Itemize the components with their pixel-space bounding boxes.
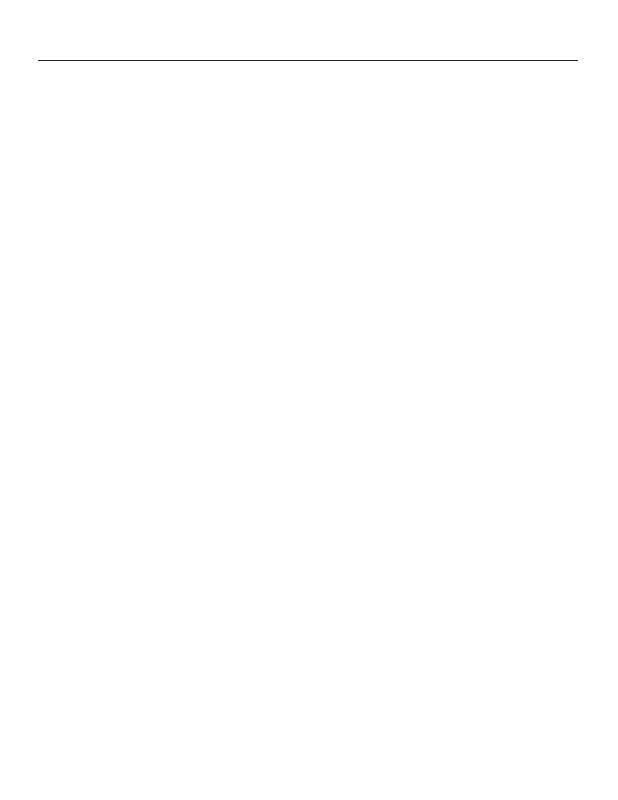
- geochemistry-table: [38, 60, 578, 61]
- data-table-container: [38, 60, 578, 61]
